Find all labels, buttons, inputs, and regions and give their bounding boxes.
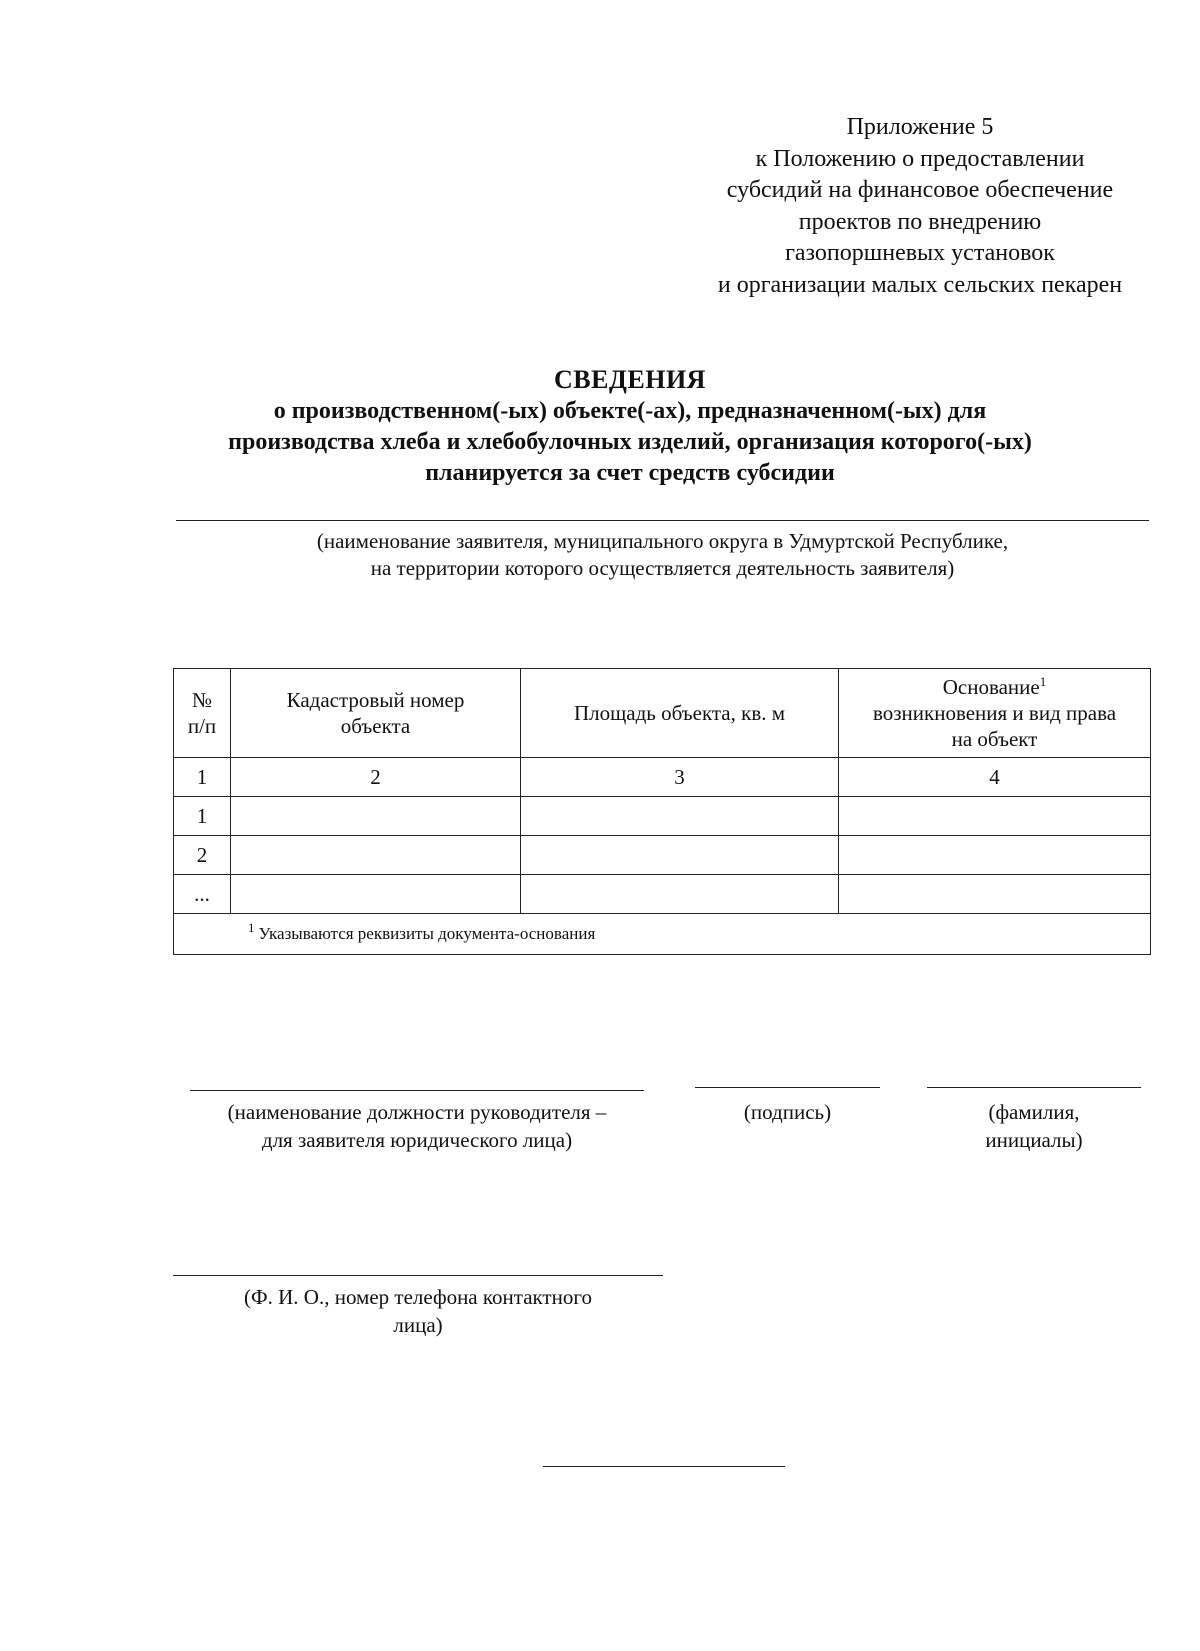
header-area-label: Площадь объекта, кв. м (573, 701, 786, 725)
appendix-line: проектов по внедрению (798, 208, 1042, 235)
position-caption (178, 1098, 656, 1154)
name-caption-line: (фамилия, (988, 1100, 1080, 1124)
name-fill-line[interactable] (927, 1087, 1141, 1088)
closing-separator (543, 1466, 785, 1467)
column-number-row (174, 758, 1151, 797)
name-caption (927, 1098, 1141, 1154)
row-number: 1 (174, 797, 231, 836)
header-basis-title-text: Основание (942, 675, 1040, 699)
appendix-header (660, 112, 1180, 301)
table-row (174, 836, 1151, 875)
document-title: СВЕДЕНИЯ (554, 365, 706, 394)
header-basis-line: возникновения и вид права (872, 701, 1117, 725)
table-footnote (174, 914, 1151, 955)
name-caption-line: инициалы) (985, 1128, 1083, 1152)
basis-cell[interactable] (839, 797, 1151, 836)
table-header-row (174, 669, 1151, 758)
header-number-line: п/п (187, 714, 217, 738)
signature-caption-text: (подпись) (743, 1100, 832, 1124)
table-row (174, 797, 1151, 836)
header-number-line: № (191, 688, 213, 712)
column-number: 2 (231, 758, 521, 797)
footnote-mark: 1 (248, 920, 255, 936)
cadastral-cell[interactable] (231, 875, 521, 914)
area-cell[interactable] (521, 836, 839, 875)
appendix-line: Приложение 5 (846, 114, 994, 140)
contact-fill-line[interactable] (173, 1275, 663, 1276)
position-caption-line: (наименование должности руководителя – (227, 1100, 607, 1124)
appendix-line: и организации малых сельских пекарен (717, 271, 1123, 298)
header-cadastral-line: Кадастровый номер (286, 688, 465, 712)
header-cadastral-line: объекта (340, 714, 411, 738)
column-number: 4 (839, 758, 1151, 797)
area-cell[interactable] (521, 875, 839, 914)
document-subtitle-line: о производственном(-ых) объекте(-ах), предназначенном(-ых) для (273, 398, 987, 424)
signature-caption (695, 1098, 880, 1126)
position-fill-line[interactable] (190, 1090, 644, 1091)
appendix-line: к Положению о предоставлении (755, 145, 1085, 172)
cadastral-cell[interactable] (231, 797, 521, 836)
header-area (521, 669, 839, 758)
cadastral-cell[interactable] (231, 836, 521, 875)
objects-table (173, 668, 1151, 955)
applicant-caption-line: на территории которого осуществляется деятельность заявителя) (370, 556, 955, 580)
header-number (174, 669, 231, 758)
footnote-reference: 1 (1039, 674, 1047, 689)
header-basis-line: на объект (951, 727, 1038, 751)
footnote-text: Указываются реквизиты документа-основания (258, 924, 596, 943)
basis-cell[interactable] (839, 836, 1151, 875)
applicant-fill-line[interactable] (176, 520, 1149, 521)
contact-caption-line: (Ф. И. О., номер телефона контактного (244, 1285, 592, 1309)
row-number: 2 (174, 836, 231, 875)
header-basis-title (843, 674, 1146, 700)
header-basis (839, 669, 1151, 758)
appendix-line: газопоршневых установок (785, 240, 1055, 266)
row-number: ... (174, 875, 231, 914)
contact-caption-line: лица) (393, 1313, 443, 1337)
contact-caption (173, 1283, 663, 1339)
position-caption-line: для заявителя юридического лица) (261, 1128, 573, 1152)
document-title-block (150, 364, 1110, 489)
appendix-line: субсидий на финансовое обеспечение (726, 177, 1114, 203)
document-subtitle-line: производства хлеба и хлебобулочных изделий, организация которого(-ых) (228, 429, 1032, 455)
applicant-caption-line: (наименование заявителя, муниципального округа в Удмуртской Республике, (316, 529, 1009, 553)
area-cell[interactable] (521, 797, 839, 836)
signature-fill-line[interactable] (695, 1087, 880, 1088)
document-subtitle-line: планируется за счет средств субсидии (425, 460, 835, 486)
basis-cell[interactable] (839, 875, 1151, 914)
table-footnote-row (174, 914, 1151, 955)
table-row (174, 875, 1151, 914)
column-number: 3 (521, 758, 839, 797)
header-cadastral (231, 669, 521, 758)
applicant-caption (176, 528, 1149, 582)
column-number: 1 (174, 758, 231, 797)
